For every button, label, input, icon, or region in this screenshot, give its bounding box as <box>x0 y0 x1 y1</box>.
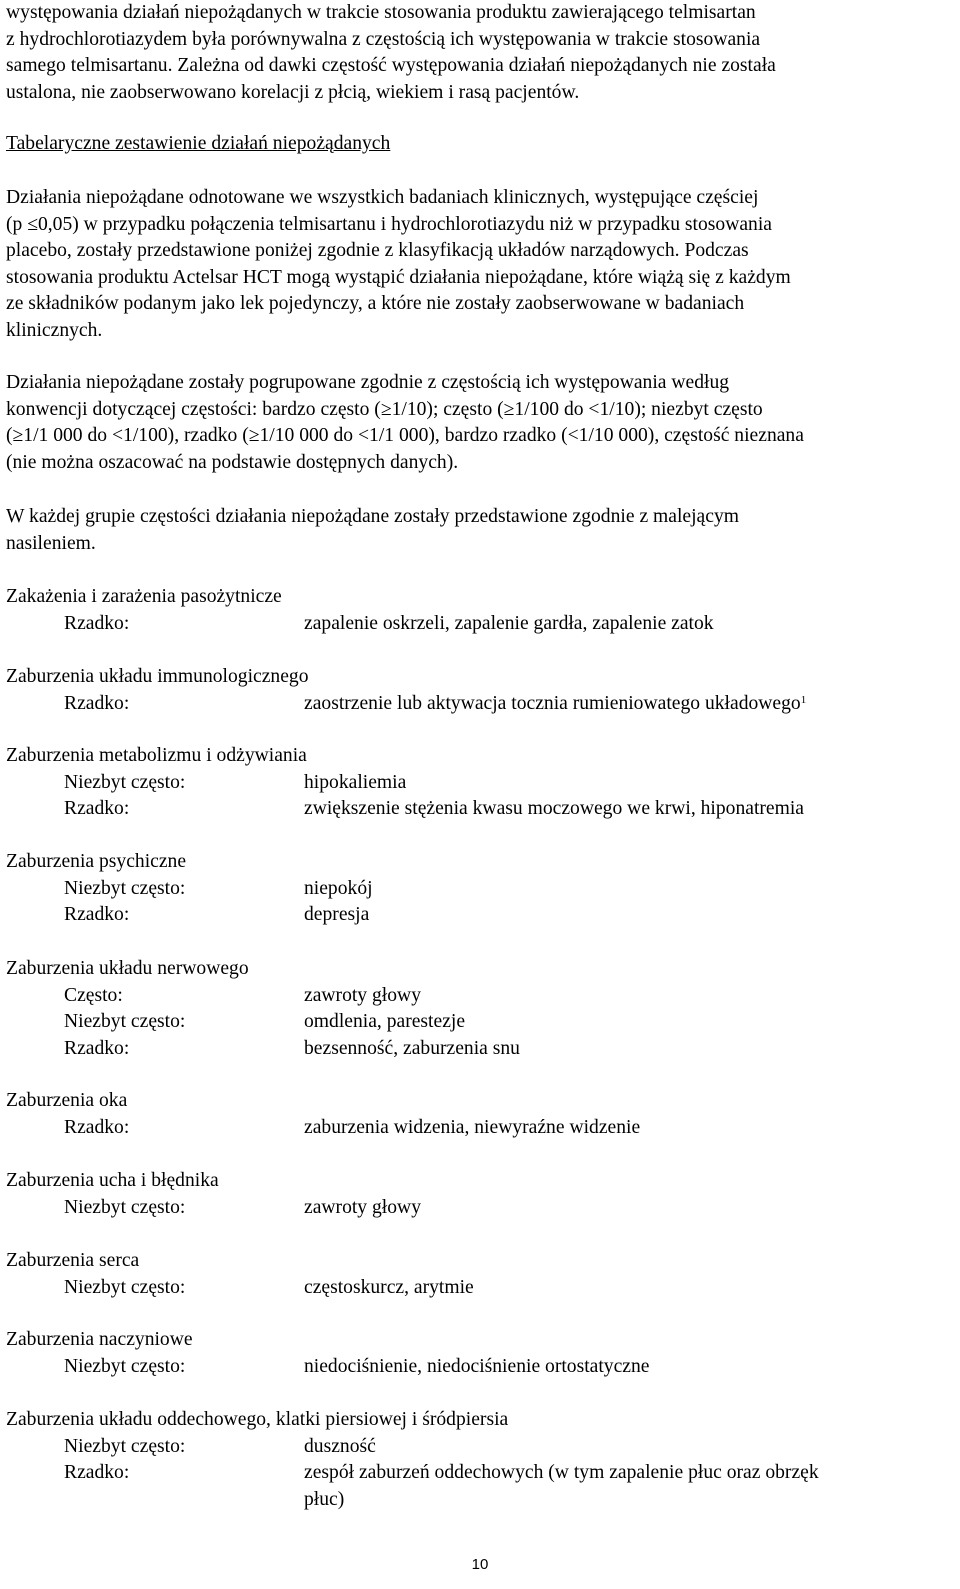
effect-row <box>6 1115 954 1142</box>
adverse-group <box>6 1407 954 1513</box>
group-title: Zakażenia i zarażenia pasożytnicze <box>6 586 282 607</box>
text-line: (≥1/1 000 do <1/100), rzadko (≥1/10 000 do <1/1 000), bardzo rzadko (<1/10 000), częstość nieznana <box>6 425 804 446</box>
effect-text: depresja <box>304 904 370 925</box>
group-title: Zaburzenia metabolizmu i odżywiania <box>6 745 307 766</box>
effect-row <box>6 1460 954 1513</box>
effect-row <box>6 876 954 903</box>
frequency-label: Niezbyt często: <box>64 1196 186 1218</box>
group-title: Zaburzenia psychiczne <box>6 851 187 872</box>
frequency-label: Rzadko: <box>64 798 130 819</box>
effect-text: hipokaliemia <box>304 771 407 793</box>
effect-text: omdlenia, parestezje <box>304 1011 466 1032</box>
effect-text: zapalenie oskrzeli, zapalenie gardła, zapalenie zatok <box>304 612 714 634</box>
effect-text: zwiększenie stężenia kwasu moczowego we krwi, hiponatremia <box>304 798 804 819</box>
effect-row <box>6 1195 954 1222</box>
effect-row <box>6 1275 954 1302</box>
paragraph-3 <box>6 504 739 557</box>
adverse-group <box>6 584 954 637</box>
effect-text: duszność <box>304 1435 376 1457</box>
frequency-label: Niezbyt często: <box>64 1011 186 1032</box>
frequency-label: Rzadko: <box>64 1462 130 1483</box>
footnote-marker: 1 <box>800 693 807 706</box>
effect-cell <box>304 691 954 718</box>
frequency-label: Rzadko: <box>64 692 130 714</box>
frequency-label: Niezbyt często: <box>64 771 186 793</box>
effect-row <box>6 1354 954 1381</box>
frequency-label: Rzadko: <box>64 1037 130 1059</box>
text-line: (p ≤0,05) w przypadku połączenia telmisartanu i hydrochlorotiazydu niż w przypadku stosowania <box>6 213 772 235</box>
section-heading: Tabelaryczne zestawienie działań niepożądanych <box>6 133 391 154</box>
text-line: nasileniem. <box>6 532 96 554</box>
effect-text: zaburzenia widzenia, niewyraźne widzenie <box>304 1116 641 1138</box>
effect-row <box>6 611 954 638</box>
text-line: stosowania produktu Actelsar HCT mogą wystąpić działania niepożądane, które wiążą się z każdym <box>6 266 791 288</box>
group-title: Zaburzenia naczyniowe <box>6 1329 193 1350</box>
text-line: placebo, zostały przedstawione poniżej zgodnie z klasyfikacją układów narządowych. Podczas <box>6 240 749 261</box>
adverse-group <box>6 1327 954 1380</box>
effect-text: zaostrzenie lub aktywacja tocznia rumieniowatego układowego <box>304 692 801 714</box>
effect-row <box>6 1009 954 1036</box>
text-line: z hydrochlorotiazydem była porównywalna z częstością ich występowania w trakcie stosowania <box>6 28 761 50</box>
text-line: ustalona, nie zaobserwowano korelacji z płcią, wiekiem i rasą pacjentów. <box>6 81 580 103</box>
text-line: (nie można oszacować na podstawie dostępnych danych). <box>6 451 459 473</box>
frequency-label: Rzadko: <box>64 904 130 925</box>
text-line: klinicznych. <box>6 319 103 341</box>
effect-row <box>6 983 954 1010</box>
effect-text: częstoskurcz, arytmie <box>304 1276 474 1298</box>
text-line: Działania niepożądane zostały pogrupowane zgodnie z częstością ich występowania według <box>6 372 730 393</box>
effect-row <box>6 796 954 823</box>
group-title: Zaburzenia serca <box>6 1250 140 1271</box>
frequency-label: Niezbyt często: <box>64 1435 186 1457</box>
frequency-label: Niezbyt często: <box>64 1276 186 1298</box>
text-line: W każdej grupie częstości działania niepożądane zostały przedstawione zgodnie z malejącym <box>6 506 739 527</box>
effect-text-continued: płuc) <box>304 1488 345 1510</box>
effect-row <box>6 1434 954 1461</box>
effect-text: niepokój <box>304 877 373 899</box>
text-line: Działania niepożądane odnotowane we wszystkich badaniach klinicznych, występujące częściej <box>6 187 759 208</box>
effect-row <box>6 902 954 929</box>
effect-text: zawroty głowy <box>304 984 421 1006</box>
adverse-group <box>6 664 954 717</box>
effect-row <box>6 770 954 797</box>
group-title: Zaburzenia ucha i błędnika <box>6 1170 219 1191</box>
effect-text: zawroty głowy <box>304 1196 421 1218</box>
text-line: występowania działań niepożądanych w trakcie stosowania produktu zawierającego telmisartan <box>6 2 756 23</box>
frequency-label: Rzadko: <box>64 1116 130 1138</box>
adverse-group <box>6 1248 954 1301</box>
adverse-group <box>6 1088 954 1141</box>
paragraph-2 <box>6 370 804 476</box>
effect-text: zespół zaburzeń oddechowych (w tym zapalenie płuc oraz obrzęk <box>304 1462 819 1483</box>
page-number: 10 <box>471 1556 489 1573</box>
adverse-group <box>6 1168 954 1221</box>
effect-text: niedociśnienie, niedociśnienie ortostatyczne <box>304 1355 650 1377</box>
frequency-label: Niezbyt często: <box>64 877 186 899</box>
group-title: Zaburzenia układu immunologicznego <box>6 666 309 687</box>
text-line: konwencji dotyczącej częstości: bardzo często (≥1/10); często (≥1/100 do <1/10); niezbyt często <box>6 398 763 420</box>
effect-text: bezsenność, zaburzenia snu <box>304 1037 520 1059</box>
effect-cell <box>304 1460 954 1513</box>
adverse-group <box>6 743 954 823</box>
group-title: Zaburzenia układu oddechowego, klatki piersiowej i śródpiersia <box>6 1409 509 1430</box>
adverse-group <box>6 849 954 929</box>
frequency-label: Niezbyt często: <box>64 1355 186 1377</box>
intro-paragraph <box>6 0 776 106</box>
group-title: Zaburzenia układu nerwowego <box>6 958 249 979</box>
effect-row <box>6 691 954 718</box>
paragraph-1 <box>6 185 791 344</box>
frequency-label: Rzadko: <box>64 612 130 634</box>
text-line: ze składników podanym jako lek pojedynczy, a które nie zostały zaobserwowane w badaniach <box>6 293 745 314</box>
effect-row <box>6 1036 954 1063</box>
group-title: Zaburzenia oka <box>6 1090 128 1111</box>
text-line: samego telmisartanu. Zależna od dawki częstość występowania działań niepożądanych nie została <box>6 55 776 76</box>
adverse-group <box>6 956 954 1062</box>
frequency-label: Często: <box>64 984 123 1006</box>
